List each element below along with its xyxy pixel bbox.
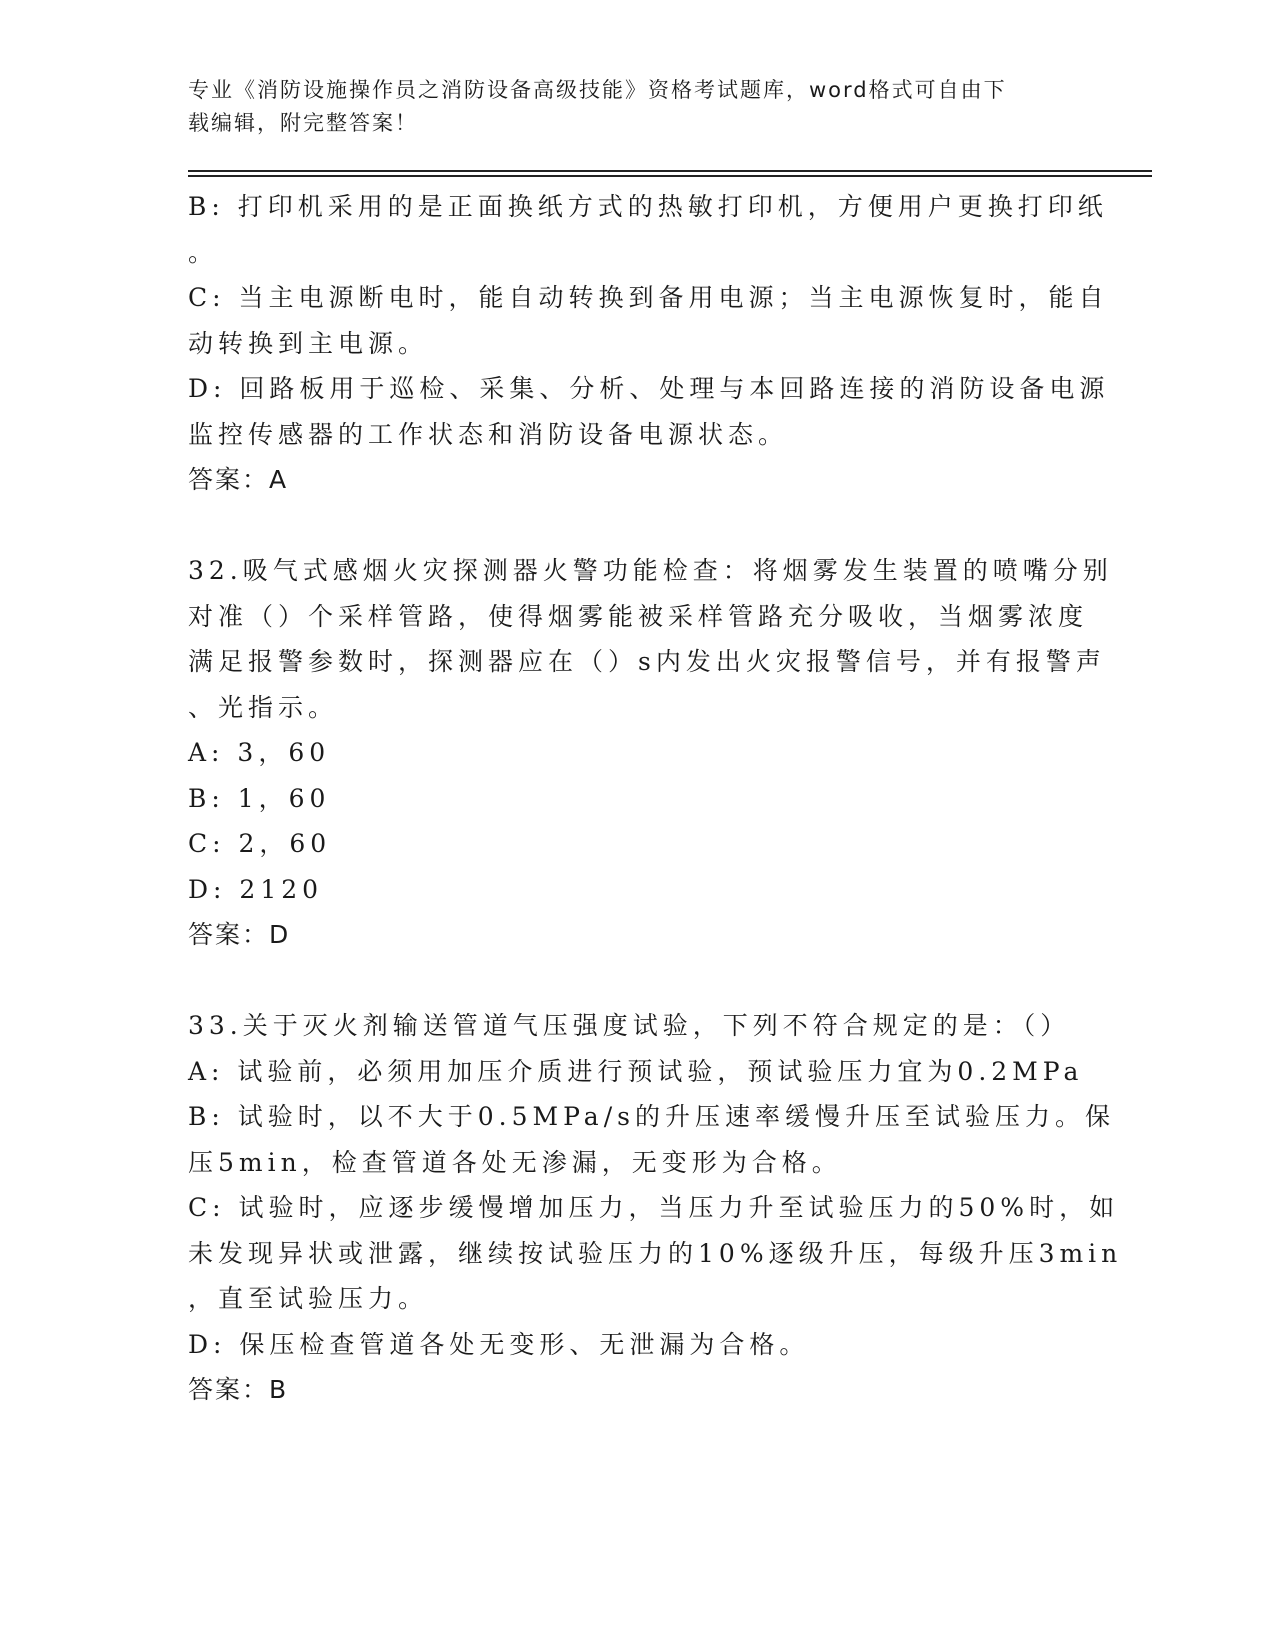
q31-option-c-line-2: 动转换到主电源。 [188, 328, 429, 358]
q33-option-b [188, 1094, 1115, 1185]
q31-option-b-line-1: B: 打印机采用的是正面换纸方式的热敏打印机，方便用户更换打印纸 [188, 192, 1108, 221]
header-divider-bottom [188, 175, 1152, 177]
q33-option-d: D: 保压检查管道各处无变形、无泄漏为合格。 [188, 1329, 810, 1359]
q31-option-d-line-1: D: 回路板用于巡检、采集、分析、处理与本回路连接的消防设备电源 [188, 374, 1110, 403]
q32-question [188, 548, 1113, 730]
question-content [188, 184, 1123, 1413]
q32-answer: 答案：D [188, 920, 291, 949]
q32-question-line-3: 满足报警参数时，探测器应在（）s内发出火灾报警信号，并有报警声 [188, 647, 1106, 676]
q31-option-b-line-2: 。 [188, 237, 219, 267]
q33-answer: 答案：B [188, 1375, 289, 1404]
spacer [188, 958, 1088, 1004]
q33-option-a: A: 试验前，必须用加压介质进行预试验，预试验压力宜为0.2MPa [188, 1056, 1084, 1086]
q32-question-line-4: 、光指示。 [188, 692, 339, 722]
q33-option-b-line-2: 压5min，检查管道各处无渗漏，无变形为合格。 [188, 1147, 842, 1177]
q32-option-b: B: 1，60 [188, 783, 331, 813]
q31-option-d-line-2: 监控传感器的工作状态和消防设备电源状态。 [188, 419, 789, 449]
q32-option-c: C: 2，60 [188, 829, 332, 858]
q32-option-a: A: 3，60 [188, 738, 331, 767]
header-line-1: 专业《消防设施操作员之消防设备高级技能》资格考试题库，word格式可自由下 [188, 78, 1007, 102]
q31-answer: 答案：A [188, 465, 289, 494]
q33-option-c [188, 1185, 1123, 1322]
q31-option-b [188, 184, 1108, 275]
q31-option-c [188, 275, 1109, 366]
q32-option-d: D: 2120 [188, 874, 324, 904]
header-divider-top [188, 170, 1152, 172]
q31-option-c-line-1: C: 当主电源断电时，能自动转换到备用电源；当主电源恢复时，能自 [188, 283, 1109, 312]
q33-option-c-line-3: ，直至试验压力。 [188, 1284, 429, 1313]
spacer [188, 503, 1088, 549]
q33-option-b-line-1: B: 试验时，以不大于0.5MPa/s的升压速率缓慢升压至试验压力。保 [188, 1102, 1115, 1131]
q31-option-d [188, 366, 1110, 457]
q32-question-line-2: 对准（）个采样管路，使得烟雾能被采样管路充分吸收，当烟雾浓度 [188, 601, 1089, 631]
document-header [188, 74, 1068, 140]
q33-question: 33.关于灭火剂输送管道气压强度试验，下列不符合规定的是：（） [188, 1011, 1071, 1040]
q33-option-c-line-2: 未发现异状或泄露，继续按试验压力的10%逐级升压，每级升压3min [188, 1238, 1123, 1268]
header-line-2: 载编辑，附完整答案！ [188, 111, 418, 135]
q33-option-c-line-1: C: 试验时，应逐步缓慢增加压力，当压力升至试验压力的50%时，如 [188, 1193, 1120, 1222]
q32-question-line-1: 32.吸气式感烟火灾探测器火警功能检查：将烟雾发生装置的喷嘴分别 [188, 556, 1113, 585]
